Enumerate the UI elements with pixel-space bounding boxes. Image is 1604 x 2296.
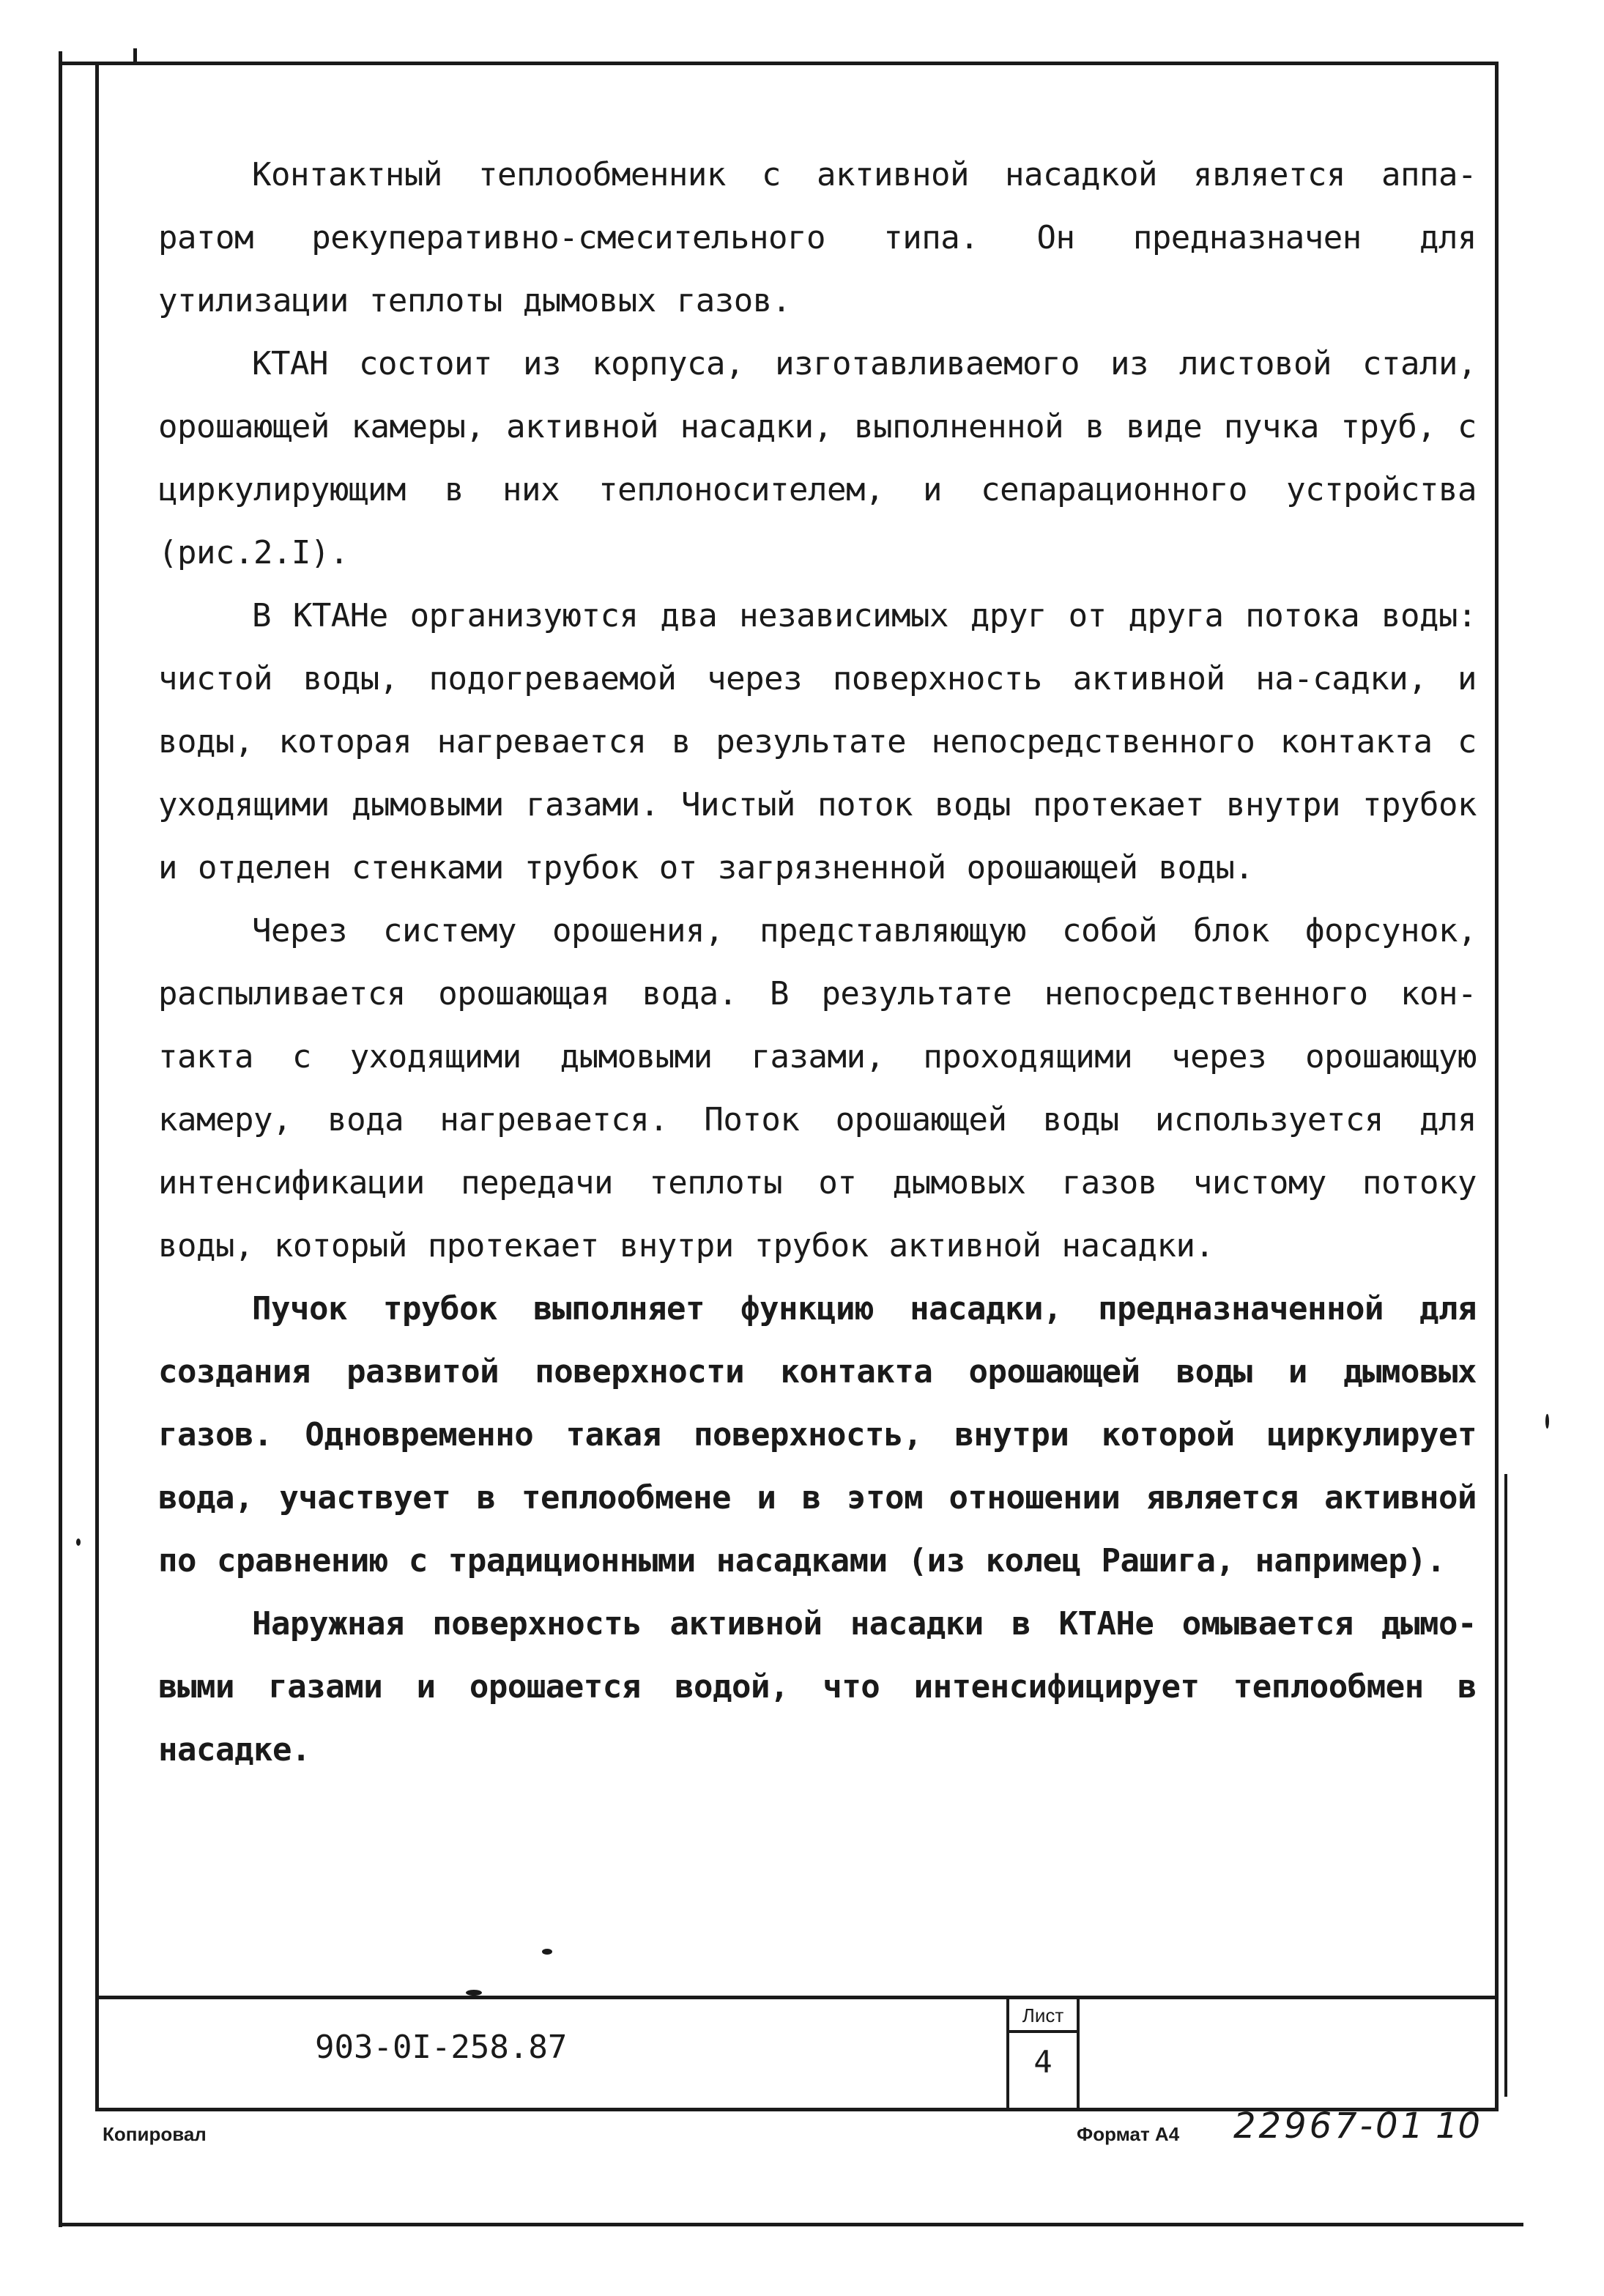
paragraph-ktan-definition: Контактный теплообменник с активной насадкой является аппа-ратом рекуперативно-смесительного типа. Он предназначен для утилизации теплоты дымовых газов.: [158, 156, 1477, 319]
scan-speck: [76, 1538, 81, 1546]
sheet-number: 4: [1033, 2044, 1052, 2080]
handwritten-sheet-count: 10: [1436, 2106, 1481, 2147]
outer-top-rule: [59, 62, 99, 65]
sheet-cell: [1006, 1999, 1080, 2111]
copied-by-label: Копировал: [103, 2123, 207, 2145]
format-label: Формат А4: [1077, 2123, 1180, 2145]
paragraph-outer-surface: Наружная поверхность активной насадки в КТАНе омывается дымо-выми газами и орошается водой, что интенсифицирует теплообмен в насадке.: [158, 1605, 1477, 1769]
outer-bottom-rule: [59, 2223, 1523, 2226]
scan-speck: [466, 1990, 482, 1996]
document-code: 903-0I-258.87: [315, 2029, 568, 2066]
paragraph-ktan-composition: КТАН состоит из корпуса, изготавливаемого из листовой стали, орошающей камеры, активной насадки, выполненной в виде пучка труб, с циркулирующим в них теплоносителем, и сепарационного устройства (рис.2.I).: [158, 345, 1477, 571]
paragraph-tube-bundle: Пучок трубок выполняет функцию насадки, предназначенной для создания развитой поверхности контакта орошающей воды и дымовых газов. Одновременно такая поверхность, внутри которой циркулирует вода, участвует в теплообмене и в этом отношении является активной по сравнению с традиционными насадками (из колец Рашига, например).: [158, 1290, 1477, 1580]
handwritten-archive-number: 22967-01: [1233, 2106, 1427, 2147]
paragraph-water-flows: В КТАНе организуются два независимых друг от друга потока воды: чистой воды, подогреваемой через поверхность активной на-садки, и воды, которая нагревается в результате непосредственного контакта с уходящими дымовыми газами. Чистый поток воды протекает внутри трубок и отделен стенками трубок от загрязненной орошающей воды.: [158, 597, 1477, 886]
outer-left-rule: [59, 51, 62, 2227]
sheet-label: Лист: [1009, 1999, 1077, 2033]
document-body: [158, 144, 1477, 1782]
scan-speck: [1545, 1414, 1549, 1429]
title-block: [95, 1996, 1499, 2111]
scan-speck: [542, 1949, 552, 1955]
right-edge-bracket: [1504, 1474, 1516, 2097]
paragraph-irrigation-system: Через систему орошения, представляющую собой блок форсунок, распыливается орошающая вода. В результате непосредственного кон-такта с уходящими дымовыми газами, проходящими через орошающую камеру, вода нагревается. Поток орошающей воды используется для интенсификации передачи теплоты от дымовых газов чистому потоку воды, который протекает внутри трубок активной насадки.: [158, 912, 1477, 1264]
